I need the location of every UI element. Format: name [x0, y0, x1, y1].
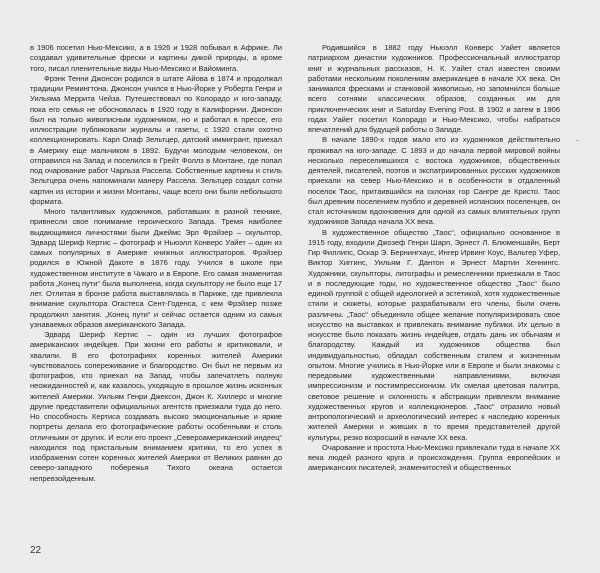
paragraph: Много талантливых художников, работавших в разной технике, привнесли свое понимание героического Запада. Тремя наиболее выдающимися личностями были Джеймс Эрл Фрэйзер – скульптор, Эдвард Шериф Кертис – фотограф и Ньюэлл Конверс Уайет – один из самых популярных в Америке книжных иллюстраторов. Фрэйзер родился в Южной Дакоте в 1876 году. Учился в школе при художественном институте в Чикаго и в Европе. Его самая знаменитая работа „Конец пути“ была выполнена, когда скульптору не было еще 17 лет. Отлитая в бронзе работа выставлялась в Париже, где привлекла внимание скульптора Огастеса Сент-Годенса, с кем Фрэйзер позже продолжил занятия. „Конец пути“ и сейчас остается одним из самых узнаваемых образов американского Запада.	[30, 207, 282, 329]
page-number: 22	[30, 545, 42, 556]
paragraph: В художественное общество „Таос“, официально основанное в 1915 году, входили Джозеф Генри Шарп, Эрнест Л. Блюменшайн, Берт Гир Филлипс, Оскар Э. Бернингхаус, Ингер Ирвинг Коус, Вальтер Уфер, Виктор Хиггинс, Уильям Г. Дантон и Эрнест Мартин Хеннингс. Художники, скульпторы, литографы и ремесленники приезжали в Таос и в последующие годы, но художественное общество „Таос“ было единой группой с общей идеологией и эстетикой, хотя художественные стили и сюжеты, которые разрабатывали его члены, были очень различны. „Таос“ объединяло общее желание популяризировать свое искусство на выставках и привлекать внимание публики. Их целью в искусстве было показать жизнь индейцев, отдать дань их обычаям и благородству. Каждый из художников общества был индивидуальностью, обладал собственным стилем и жизненным опытом. Многие учились в Нью-Йорке или в Европе и были знакомы с передовыми художественными направлениями, включая импрессионизм и постимпрессионизм. Их смелая цветовая палитра, световое решение и склонность к абстракции привлекли внимание художественных кругов и коллекционеров. „Таос“ отразило новый антропологический и археологический интерес к наследию коренных жителей Америки и живших в то время представителей другой культуры, резко возросший в начале XX века.	[308, 227, 560, 442]
paragraph: в 1906 посетил Нью-Мексико, а в 1926 и 1928 побывал в Африке. Ли создавал удивительные фрески и картины дикой природы, а кроме того, писал пленительные виды Нью-Мексико и Вайоминга.	[30, 43, 282, 73]
margin-mark: -	[576, 136, 579, 145]
paragraph: В начале 1890-х годов мало кто из художников действительно проживал на юго-западе. С 1893 и до начала первой мировой войны несколько переселившихся с востока художников, общественных деятелей, писателей, поэтов и экспатриированных русских художников приехали на север Нью-Мексико и в особенности в отдаленный поселок Таос, притаившийся на склонах гор Сангре де Кристо. Таос был древним поселением пуэбло и деревней испанских поселенцев, он стал источником вдохновения для одной из самых влиятельных групп художников Запада начала XX века.	[308, 135, 560, 227]
paragraph: Очарование и простота Нью-Мексико привлекали туда в начале XX века людей разного круга и происхождения. Группа европейских и американских писателей, знаменитостей и общественных	[308, 442, 560, 473]
paragraph: Эдвард Шериф Кертис – один из лучших фотографов американских индейцев. При жизни его работы и критиковали, и хвалили. В его фотографиях коренных жителей Америки чувствовалось сопереживание и благородство. Он был не первым из фотографов, кто приехал на Запад, чтобы запечатлеть полную неожиданностей и, как казалось, уходящую в прошлое жизнь исконных жителей Америки. Уильям Генри Джексон, Джон К. Хиллерс и многие другие представители официальных агентств приезжали туда до него. Но способность Кертиса создавать высоко эмоциональные и яркие портреты делала его фотографические работы особенными и столь отличными от других. И если его проект „Североамериканский индеец“ находился под пристальным вниманием критики, то его успех в изображении сотен коренных жителей Америки от Великих равнин до северо-западного побережья Тихого океана остается непревзойденным.	[30, 330, 282, 483]
paragraph: Фрэнк Тенни Джонсон родился в штате Айова в 1874 и продолжал традиции Ремингтона. Джонсон учился в Нью-Йорке у Роберта Генри и Уильяма Меррита Чейза. Путешествовал по Колорадо и юго-западу, пока его семья не обосновалась в 1920 году в Калифорнии. Джонсон был на только живописным художником, но и работал в прессе, его иллюстрации публиковали журналы и газеты, с 1920 стали охотно коллекционировать. Карл Олаф Зельтцер, датский иммигрант, приехал в Америку еще мальчиком в 1892. Будучи молодым человеком, он отправился на Запад и поселился в Грейт Фоллз в Монтане, где попал под очарование работ Чарльза Рассела. Собственные картины и стиль Зельтцера очень напоминали манеру Рассела. Зельтцер создал сотни картин из истории и жизни Монтаны, чаще всего они были небольшого формата.	[30, 73, 282, 206]
left-text-column	[30, 43, 282, 484]
right-text-column	[308, 43, 560, 474]
paragraph: Родившийся в 1882 году Ньюэлл Конверс Уайет является патриархом династии художников. Профессиональный иллюстратор книг и журнальных рассказов, Н. К. Уайет стал известен своими работами нескольким поколениям американцев в начале XX века. Он занимался фресками и станковой живописью, но запомнился больше всего сотнями классических образов, созданных им для приключенческих книг и Saturday Evening Post. В 1902 и затем в 1906 годах Уайет посетил Колорадо и Нью-Мексико, чтобы набраться впечатлений для будущей работы о Западе.	[308, 43, 560, 134]
